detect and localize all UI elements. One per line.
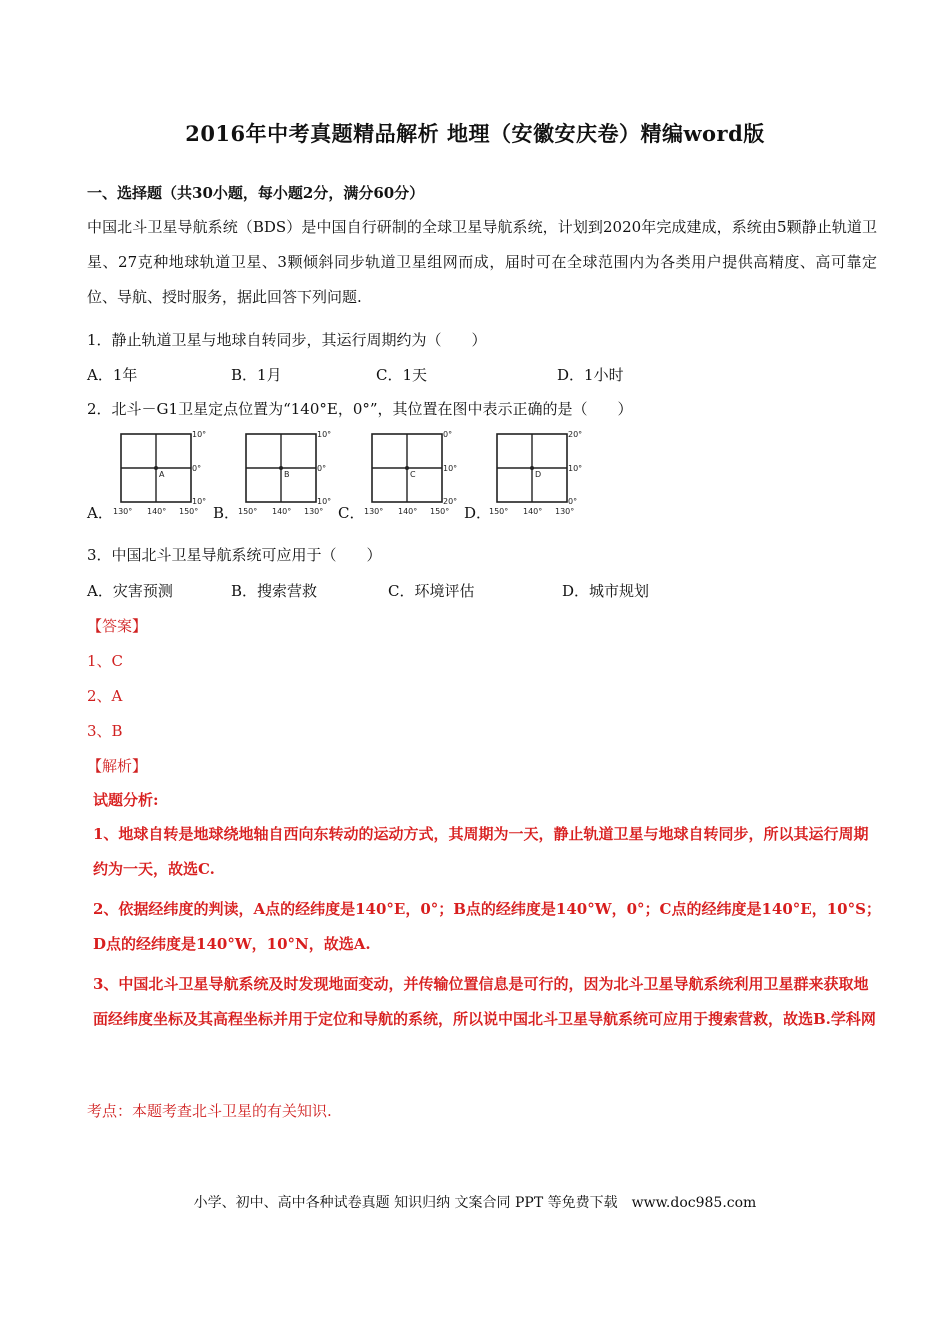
analysis-label: 【解析】 [87,757,148,775]
point-a-marker [154,466,158,470]
question-3-stem: 3．中国北斗卫星导航系统可应用于（ ） [87,546,382,564]
q3-option-d: D．城市规划 [562,582,650,600]
section-heading: 一、选择题（共30小题，每小题2分，满分60分） [87,184,425,202]
q1-option-a: A．1年 [87,366,138,384]
q2-option-a-label: A． [87,504,113,522]
grid-diagram-a [113,428,208,522]
q2-option-d-label: D． [464,504,492,522]
lon-label: 130° [304,507,324,516]
lon-label: 130° [555,507,575,516]
q1-option-c: C．1天 [376,366,428,384]
lat-label: 0° [192,464,202,473]
lat-label: 20° [568,430,583,439]
answer-item: 3、B [87,722,123,740]
question-2-stem: 2．北斗－G1卫星定点位置为“140°E，0°”，其位置在图中表示正确的是（ ） [87,400,633,418]
point-c-marker [405,466,409,470]
lat-label: 0° [317,464,327,473]
analysis-item-1: 1、地球自转是地球绕地轴自西向东转动的运动方式，其周期为一天，静止轨道卫星与地球自转同步，所以其运行周期约为一天，故选C. [93,825,869,878]
lon-label: 150° [238,507,258,516]
point-d-marker [530,466,534,470]
grid-diagram-b [238,428,333,522]
answer-item: 1、C [87,652,124,670]
answer-label: 【答案】 [87,617,148,635]
point-b-marker [279,466,283,470]
lon-label: 140° [523,507,543,516]
lon-label: 150° [179,507,199,516]
point-label: C [410,470,416,479]
analysis-item-2: 2、依据经纬度的判读，A点的经纬度是140°E，0°；B点的经纬度是140°W，0°；C点的经纬度是140°E，10°S；D点的经纬度是140°W，10°N，故选A. [93,900,881,953]
document-title: 2016年中考真题精品解析 地理（安徽安庆卷）精编word版 [185,121,765,146]
answer-item: 2、A [87,687,123,705]
analysis-item-3: 3、中国北斗卫星导航系统及时发现地面变动，并传输位置信息是可行的，因为北斗卫星导航系统利用卫星群来获取地面经纬度坐标及其高程坐标并用于定位和导航的系统，所以说中国北斗卫星导航系统可应用于搜索营救，故选B.学科网 [93,975,876,1028]
q2-option-b-label: B． [213,504,240,522]
lon-label: 140° [398,507,418,516]
point-label: A [159,470,165,479]
analysis-heading: 试题分析: [93,791,159,809]
lat-label: 10° [192,430,207,439]
q1-option-d: D．1小时 [557,366,624,384]
lon-label: 130° [364,507,384,516]
lon-label: 140° [147,507,167,516]
q3-option-c: C．环境评估 [388,582,475,600]
kaodian-note: 考点：本题考查北斗卫星的有关知识. [87,1102,332,1120]
lat-label: 0° [568,497,578,506]
lat-label: 10° [317,430,332,439]
q1-option-b: B．1月 [231,366,282,384]
lon-label: 150° [489,507,509,516]
point-label: D [535,470,542,479]
lon-label: 130° [113,507,133,516]
q3-option-b: B．搜索营救 [231,582,318,600]
lat-label: 10° [317,497,332,506]
point-label: B [284,470,290,479]
q2-option-c-label: C． [338,504,365,522]
lat-label: 20° [443,497,458,506]
q3-option-a: A．灾害预测 [87,582,173,600]
intro-paragraph: 中国北斗卫星导航系统（BDS）是中国自行研制的全球卫星导航系统，计划到2020年完成建成，系统由5颗静止轨道卫星、27克种地球轨道卫星、3颗倾斜同步轨道卫星组网而成，届时可在全球范围内为各类用户提供高精度、高可靠定位、导航、授时服务，据此回答下列问题. [87,218,877,306]
question-1-stem: 1．静止轨道卫星与地球自转同步，其运行周期约为（ ） [87,331,487,349]
lat-label: 0° [443,430,453,439]
grid-diagram-c [364,428,459,522]
lat-label: 10° [568,464,583,473]
lat-label: 10° [443,464,458,473]
lat-label: 10° [192,497,207,506]
page-footer: 小学、初中、高中各种试卷真题 知识归纳 文案合同 PPT 等免费下载 www.doc985.com [193,1195,757,1211]
lon-label: 150° [430,507,450,516]
lon-label: 140° [272,507,292,516]
grid-diagram-d [489,428,584,522]
